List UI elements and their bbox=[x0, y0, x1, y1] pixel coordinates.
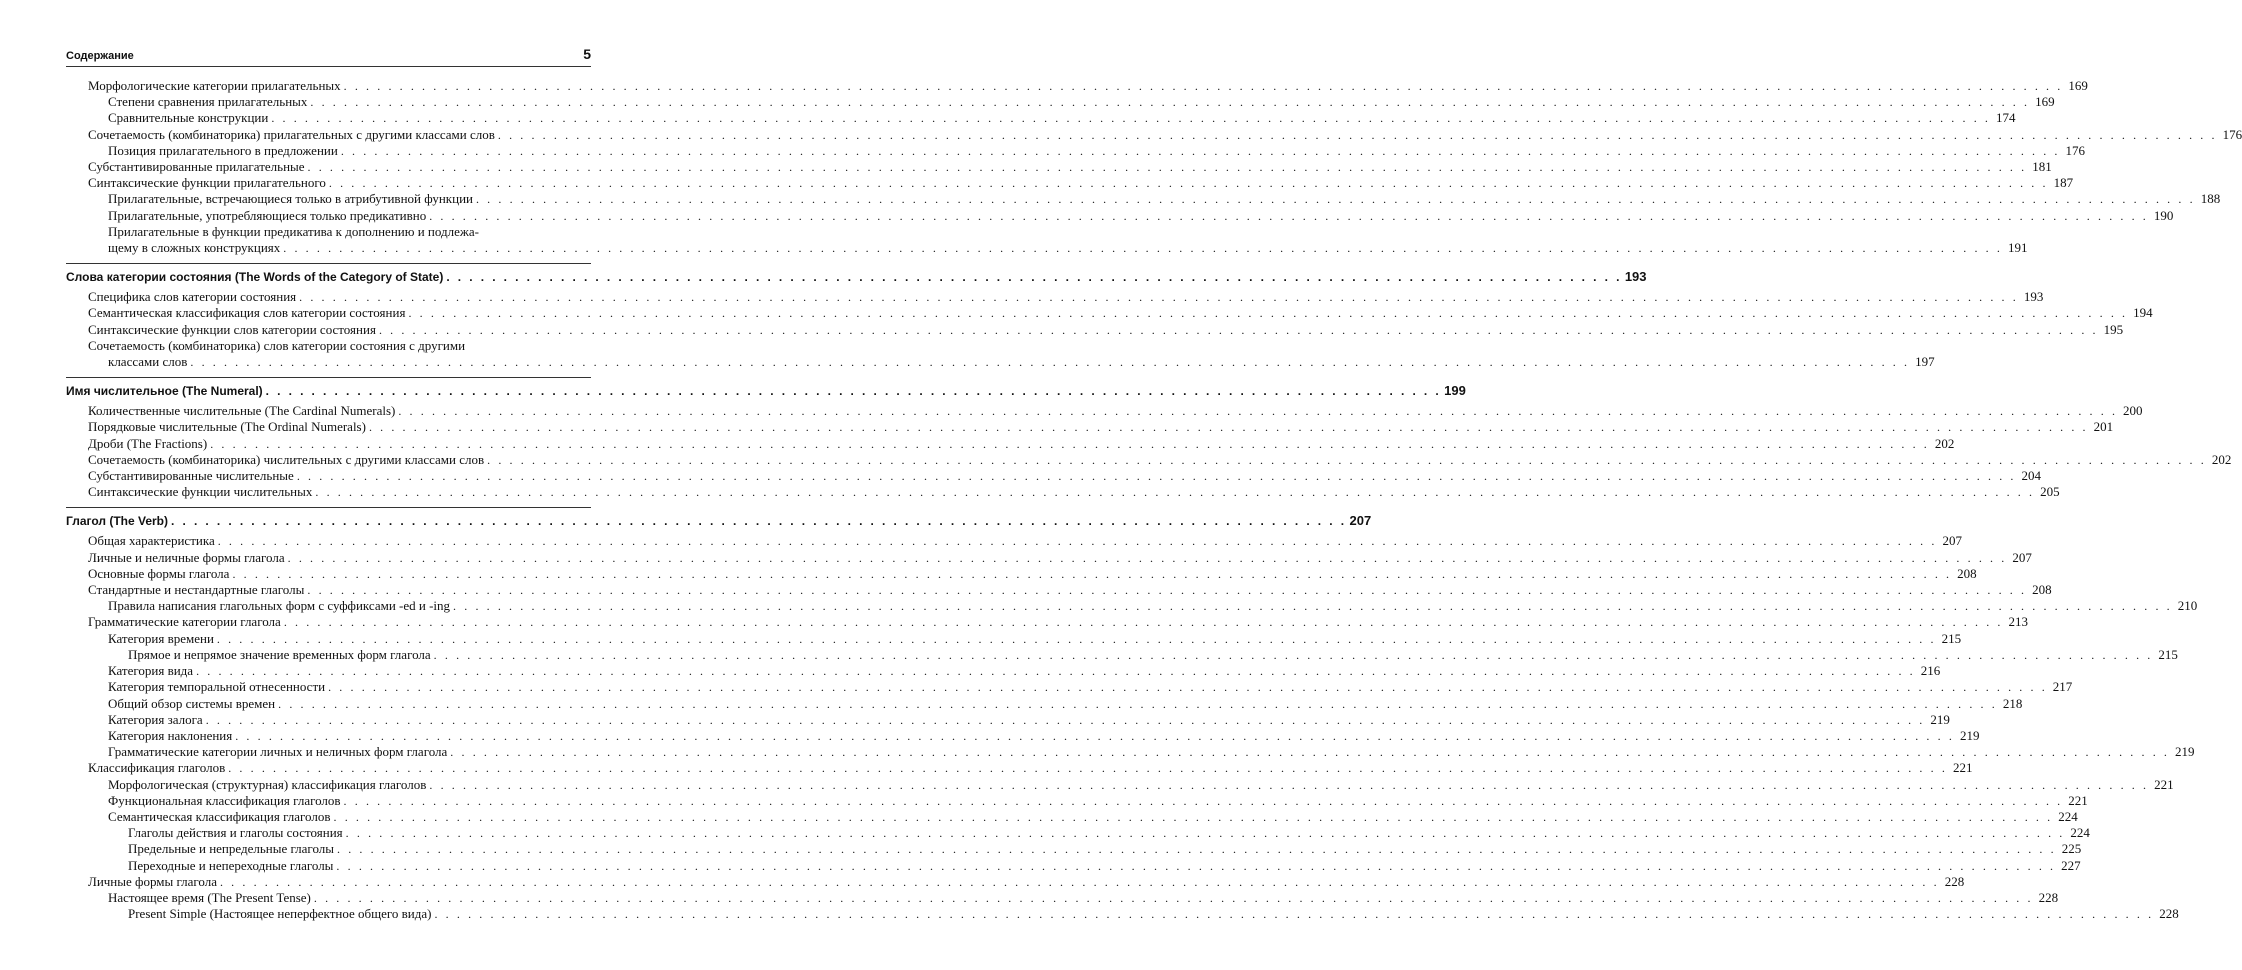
toc-entry-label: Количественные числительные (The Cardinal Numerals) bbox=[88, 403, 396, 419]
toc-entry-page: 200 bbox=[2123, 403, 2143, 419]
toc-entry[interactable] bbox=[66, 825, 2090, 841]
toc-entry-page: 176 bbox=[2222, 126, 2242, 142]
toc-entry-page: 202 bbox=[2211, 451, 2232, 467]
leader-dots bbox=[190, 354, 1909, 370]
toc-entry-label: Позиция прилагательного в предложении bbox=[108, 142, 338, 158]
toc-entry-page: 197 bbox=[1915, 354, 1935, 370]
toc-entry[interactable] bbox=[66, 126, 2242, 143]
toc-entry-page: 169 bbox=[2035, 94, 2055, 110]
leader-dots bbox=[228, 760, 1947, 776]
toc-entry[interactable] bbox=[66, 78, 2088, 94]
toc-entry-first-line[interactable]: Прилагательные в функции предикатива к дополнению и подлежа- bbox=[108, 223, 479, 239]
toc-entry[interactable] bbox=[66, 630, 1962, 647]
toc-entry[interactable] bbox=[66, 142, 2086, 159]
toc-entry-label: Специфика слов категории состояния bbox=[88, 289, 297, 305]
toc-entry-page: 228 bbox=[1944, 873, 1965, 889]
leader-dots bbox=[344, 78, 2063, 94]
header-divider bbox=[66, 66, 591, 67]
toc-entry-page: 191 bbox=[2007, 240, 2028, 256]
leader-dots bbox=[328, 679, 2047, 695]
toc-entry[interactable] bbox=[66, 727, 1980, 744]
toc-section-heading[interactable] bbox=[66, 382, 1466, 400]
toc-entry[interactable] bbox=[66, 744, 2195, 760]
leader-dots bbox=[336, 858, 2055, 874]
toc-entry[interactable] bbox=[66, 906, 2179, 922]
leader-dots bbox=[299, 289, 2018, 305]
leader-dots bbox=[171, 512, 1346, 530]
toc-entry-page: 207 bbox=[1942, 533, 1962, 549]
toc-entry-page: 218 bbox=[2002, 695, 2023, 711]
toc-entry-page: 216 bbox=[1920, 663, 1941, 679]
leader-dots bbox=[498, 127, 2217, 143]
leader-dots bbox=[369, 419, 2088, 435]
leader-dots bbox=[434, 647, 2153, 663]
toc-entry-label: Предельные и непредельные глаголы bbox=[128, 841, 334, 857]
toc-entry-label: Глаголы действия и глаголы состояния bbox=[128, 825, 343, 841]
toc-entry[interactable] bbox=[66, 695, 2023, 712]
leader-dots bbox=[453, 598, 2172, 614]
toc-entry[interactable] bbox=[66, 240, 2028, 256]
toc-entry[interactable] bbox=[66, 873, 1965, 890]
toc-entry-label: Категория наклонения bbox=[108, 727, 233, 743]
toc-entry[interactable] bbox=[66, 191, 2221, 207]
toc-entry-page: 215 bbox=[2158, 646, 2178, 662]
toc-entry-page: 204 bbox=[2021, 468, 2042, 484]
toc-section-heading[interactable] bbox=[66, 512, 1372, 530]
leader-dots bbox=[310, 94, 2029, 110]
toc-entry-page: 188 bbox=[2200, 191, 2221, 207]
leader-dots bbox=[341, 143, 2060, 159]
toc-entry-page: 227 bbox=[2061, 857, 2081, 873]
leader-dots bbox=[271, 110, 1990, 126]
toc-entry[interactable] bbox=[66, 451, 2232, 468]
toc-entry-page: 194 bbox=[2133, 305, 2153, 321]
leader-dots bbox=[266, 382, 1441, 400]
toc-entry[interactable] bbox=[66, 889, 2059, 906]
toc-entry[interactable] bbox=[66, 776, 2174, 793]
toc-entry[interactable] bbox=[66, 419, 2114, 435]
section-page: 207 bbox=[1349, 513, 1372, 529]
toc-entry[interactable] bbox=[66, 679, 2073, 695]
section-page: 199 bbox=[1444, 383, 1466, 399]
toc-entry-page: 219 bbox=[1930, 711, 1950, 727]
leader-dots bbox=[434, 906, 2153, 922]
leader-dots bbox=[232, 566, 1951, 582]
leader-dots bbox=[235, 728, 1954, 744]
leader-dots bbox=[476, 191, 2195, 207]
leader-dots bbox=[217, 631, 1936, 647]
toc-entry-page: 205 bbox=[2040, 484, 2060, 500]
section-title: Слова категории состояния (The Words of the Category of State) bbox=[66, 270, 444, 285]
toc-section-heading[interactable] bbox=[66, 268, 1647, 286]
toc-entry-label: Общая характеристика bbox=[88, 533, 215, 549]
leader-dots bbox=[315, 484, 2034, 500]
toc-entry-label: Категория темпоральной отнесенности bbox=[108, 679, 326, 695]
leader-dots bbox=[487, 452, 2206, 468]
toc-entry[interactable] bbox=[66, 403, 2143, 419]
toc-entry[interactable] bbox=[66, 533, 1962, 549]
toc-entry[interactable] bbox=[66, 354, 1935, 370]
toc-entry-page: 169 bbox=[2068, 78, 2088, 93]
toc-entry-page: 193 bbox=[2023, 289, 2044, 305]
toc-entry[interactable] bbox=[66, 435, 1955, 452]
toc-entry-page: 207 bbox=[2012, 549, 2032, 565]
toc-entry[interactable] bbox=[66, 711, 1950, 728]
leader-dots bbox=[379, 322, 2098, 338]
toc-entry-page: 213 bbox=[2008, 614, 2029, 630]
toc-entry[interactable] bbox=[66, 808, 2078, 825]
leader-dots bbox=[337, 841, 2056, 857]
toc-entry-label: Общий обзор системы времен bbox=[108, 695, 276, 711]
toc-entry-label: Синтаксические функции слов категории состояния bbox=[88, 321, 376, 337]
toc-entry-page: 221 bbox=[1952, 760, 1973, 776]
toc-entry-label: Настоящее время (The Present Tense) bbox=[108, 889, 311, 905]
toc-entry-page: 228 bbox=[2038, 889, 2059, 905]
toc-entry-label: Категория вида bbox=[108, 663, 194, 679]
toc-entry-label: Синтаксические функции числительных bbox=[88, 484, 313, 500]
toc-entry[interactable] bbox=[66, 760, 1973, 776]
toc-entry[interactable] bbox=[66, 289, 2044, 305]
toc-entry-label: Классификация глаголов bbox=[88, 760, 226, 776]
toc-entry[interactable] bbox=[66, 841, 2082, 857]
toc-entry[interactable] bbox=[66, 598, 2198, 614]
toc-entry-page: 174 bbox=[1996, 110, 2016, 126]
leader-dots bbox=[450, 744, 2169, 760]
toc-entry-label: Категория времени bbox=[108, 630, 214, 646]
toc-entry-label: Функциональная классификация глаголов bbox=[108, 792, 341, 808]
toc-entry-page: 195 bbox=[2103, 321, 2124, 337]
page-number: 5 bbox=[583, 46, 591, 62]
toc-entry[interactable] bbox=[66, 857, 2081, 874]
running-header-title: Содержание bbox=[66, 50, 134, 62]
toc-entry-label: Прилагательные, употребляющиеся только предикативно bbox=[108, 207, 427, 223]
toc-entry-page: 225 bbox=[2061, 841, 2082, 857]
toc-entry-label: Степени сравнения прилагательных bbox=[108, 94, 308, 110]
leader-dots bbox=[284, 614, 2003, 630]
leader-dots bbox=[344, 793, 2063, 809]
toc-entry-page: 176 bbox=[2065, 142, 2086, 158]
toc-entry[interactable] bbox=[66, 305, 2153, 321]
leader-dots bbox=[206, 712, 1925, 728]
toc-entry-label: Дроби (The Fractions) bbox=[88, 435, 208, 451]
toc-entry-page: 228 bbox=[2159, 906, 2179, 922]
toc-entry-label: Синтаксические функции прилагательного bbox=[88, 175, 326, 191]
toc-entry-page: 190 bbox=[2153, 207, 2174, 223]
toc-entry[interactable] bbox=[66, 549, 2032, 566]
toc-entry-page: 202 bbox=[1934, 435, 1955, 451]
section-title: Глагол (The Verb) bbox=[66, 514, 169, 529]
toc-entry[interactable] bbox=[66, 468, 2042, 484]
toc-entry-page: 181 bbox=[2032, 159, 2052, 175]
toc-entry-label: Семантическая классификация глаголов bbox=[108, 808, 331, 824]
leader-dots bbox=[446, 268, 1621, 286]
leader-dots bbox=[408, 305, 2127, 321]
toc-entry-label: Субстантивированные числительные bbox=[88, 468, 294, 484]
toc-entry-page: 217 bbox=[2052, 679, 2073, 695]
toc-entry-label: классами слов bbox=[108, 354, 188, 370]
toc-entry[interactable] bbox=[66, 484, 2060, 500]
section-title: Имя числительное (The Numeral) bbox=[66, 384, 263, 399]
leader-dots bbox=[288, 550, 2007, 566]
toc-entry[interactable] bbox=[66, 582, 2052, 598]
leader-dots bbox=[346, 825, 2065, 841]
toc-entry-first-line[interactable]: Сочетаемость (комбинаторика) слов категории состояния с другими bbox=[88, 337, 466, 353]
toc-entry-label: Переходные и непереходные глаголы bbox=[128, 857, 334, 873]
toc-entry[interactable] bbox=[66, 110, 2016, 126]
toc-entry-label: Семантическая классификация слов категории состояния bbox=[88, 305, 406, 321]
leader-dots bbox=[314, 890, 2033, 906]
leader-dots bbox=[210, 436, 1929, 452]
toc-entry-page: 219 bbox=[2175, 744, 2195, 760]
leader-dots bbox=[278, 696, 1997, 712]
toc-entry-label: Личные формы глагола bbox=[88, 873, 217, 889]
toc-entry-page: 208 bbox=[2032, 582, 2052, 598]
toc-entry-label: Прилагательные, встречающиеся только в атрибутивной функции bbox=[108, 191, 473, 207]
toc-entry-page: 221 bbox=[2068, 792, 2088, 808]
toc-entry-label: Морфологическая (структурная) классификация глаголов bbox=[108, 776, 427, 792]
toc-entry-label: щему в сложных конструкциях bbox=[108, 240, 281, 256]
toc-entry-label: Личные и неличные формы глагола bbox=[88, 549, 285, 565]
toc-entry-page: 215 bbox=[1941, 630, 1962, 646]
toc-entry[interactable] bbox=[66, 614, 2029, 630]
toc-entry-label: Порядковые числительные (The Ordinal Numerals) bbox=[88, 419, 366, 435]
toc-entry-label: Сравнительные конструкции bbox=[108, 110, 269, 126]
toc-entry-label: Прямое и непрямое значение временных форм глагола bbox=[128, 646, 431, 662]
toc-entry[interactable] bbox=[66, 792, 2088, 809]
toc-entry[interactable] bbox=[66, 94, 2055, 110]
toc-entry-page: 208 bbox=[1957, 565, 1977, 581]
leader-dots bbox=[196, 663, 1915, 679]
toc-section bbox=[66, 507, 2198, 922]
toc-entry-label: Сочетаемость (комбинаторика) числительных с другими классами слов bbox=[88, 451, 485, 467]
toc-entry-page: 219 bbox=[1959, 727, 1980, 743]
toc-entry-page: 201 bbox=[2093, 419, 2114, 435]
toc-entry-label: Основные формы глагола bbox=[88, 565, 230, 581]
leader-dots bbox=[297, 468, 2016, 484]
toc-section bbox=[66, 263, 2153, 370]
toc-entry-page: 221 bbox=[2154, 776, 2174, 792]
toc-entry-label: Сочетаемость (комбинаторика) прилагательных с другими классами слов bbox=[88, 126, 495, 142]
toc-entry-page: 210 bbox=[2177, 598, 2198, 614]
leader-dots bbox=[220, 874, 1939, 890]
running-header bbox=[66, 44, 591, 62]
leader-dots bbox=[308, 159, 2027, 175]
toc-entry[interactable] bbox=[66, 175, 2074, 191]
toc-entry[interactable] bbox=[66, 207, 2174, 224]
table-of-contents bbox=[66, 78, 2242, 922]
leader-dots bbox=[334, 809, 2053, 825]
toc-entry-label: Present Simple (Настоящее неперфектное общего вида) bbox=[128, 906, 432, 922]
leader-dots bbox=[429, 208, 2148, 224]
toc-entry-label: Стандартные и нестандартные глаголы bbox=[88, 582, 305, 598]
toc-section bbox=[66, 377, 2232, 500]
toc-entry[interactable] bbox=[66, 159, 2052, 175]
section-page: 193 bbox=[1624, 269, 1647, 285]
toc-entry[interactable] bbox=[66, 646, 2178, 663]
toc-entry-label: Субстантивированные прилагательные bbox=[88, 159, 305, 175]
toc-entry[interactable] bbox=[66, 565, 1977, 582]
toc-entry-label: Грамматические категории личных и неличных форм глагола bbox=[108, 744, 448, 760]
toc-entry-label: Правила написания глагольных форм с суффиксами -ed и -ing bbox=[108, 598, 451, 614]
leader-dots bbox=[398, 403, 2117, 419]
leader-dots bbox=[329, 175, 2048, 191]
toc-entry-page: 187 bbox=[2053, 175, 2074, 191]
toc-entry-label: Морфологические категории прилагательных bbox=[88, 78, 341, 93]
toc-entry-page: 224 bbox=[2058, 808, 2078, 824]
toc-entry[interactable] bbox=[66, 321, 2124, 338]
leader-dots bbox=[283, 240, 2002, 256]
toc-entry-page: 224 bbox=[2070, 825, 2090, 841]
leader-dots bbox=[218, 533, 1937, 549]
toc-entry-label: Грамматические категории глагола bbox=[88, 614, 281, 630]
leader-dots bbox=[307, 582, 2026, 598]
toc-entry[interactable] bbox=[66, 663, 1941, 679]
leader-dots bbox=[429, 777, 2148, 793]
toc-entry-label: Категория залога bbox=[108, 711, 203, 727]
